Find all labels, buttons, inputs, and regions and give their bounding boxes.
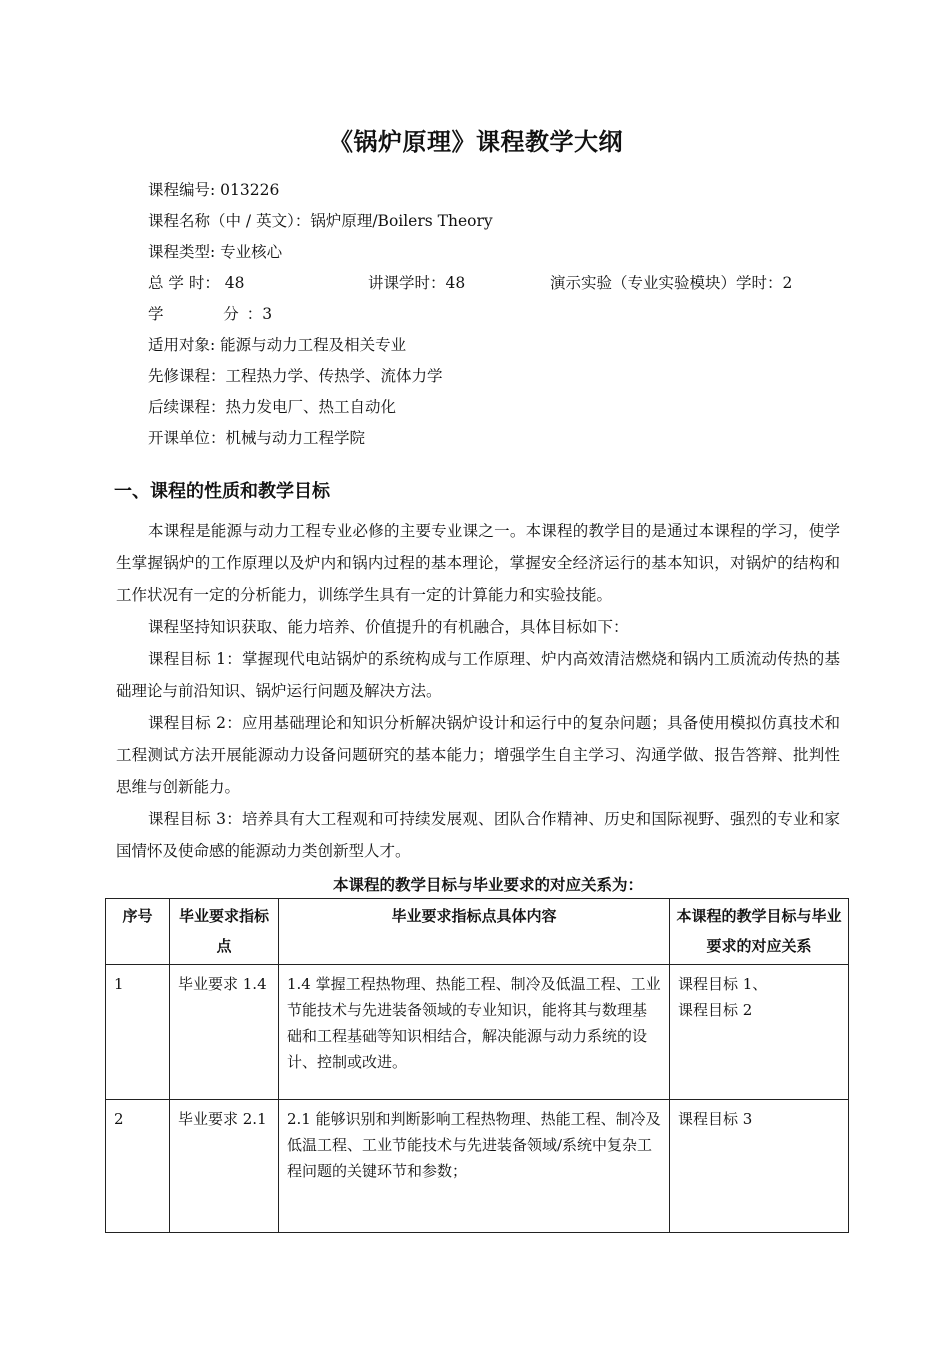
paragraph: 本课程是能源与动力工程专业必修的主要专业课之一。本课程的教学目的是通过本课程的学习，使学生掌握锅炉的工作原理以及炉内和锅内过程的基本理论，掌握安全经济运行的基本知识，对锅炉的结构和工作状况有一定的分析能力，训练学生具有一定的计算能力和实验技能。: [116, 522, 840, 604]
requirements-table: [105, 898, 849, 1233]
goal-line: 课程目标 3: [678, 1110, 753, 1128]
course-name: 课程名称（中 / 英文）：锅炉原理/Boilers Theory: [148, 212, 493, 230]
cell-requirement: 毕业要求 1.4: [170, 965, 279, 1100]
hours-total: 总 学 时： 48: [148, 274, 245, 292]
course-info-block: [148, 178, 868, 457]
section-body: [116, 515, 840, 867]
course-followups: 后续课程：热力发电厂、热工自动化: [148, 398, 397, 416]
header-content: 毕业要求指标点具体内容: [279, 899, 670, 965]
credits-label: 学 分: [148, 305, 247, 323]
goal-line: 课程目标 1、: [678, 975, 768, 993]
section-heading: 一、课程的性质和教学目标: [114, 481, 330, 502]
cell-content: 1.4 掌握工程热物理、热能工程、制冷及低温工程、工业节能技术与先进装备领域的专业知识，能将其与数理基础和工程基础等知识相结合，解决能源与动力系统的设计、控制或改进。: [279, 965, 670, 1100]
course-hours: [148, 271, 868, 302]
cell-index: 2: [106, 1100, 170, 1233]
table-row: [106, 1100, 849, 1233]
cell-requirement: 毕业要求 2.1: [170, 1100, 279, 1233]
course-type: 课程类型: 专业核心: [148, 243, 283, 261]
course-department: 开课单位：机械与动力工程学院: [148, 429, 366, 447]
paragraph: 课程坚持知识获取、能力培养、价值提升的有机融合，具体目标如下：: [148, 618, 629, 636]
course-audience: 适用对象: 能源与动力工程及相关专业: [148, 336, 407, 354]
table-header-row: [106, 899, 849, 965]
document-title: 《锅炉原理》课程教学大纲: [329, 127, 623, 156]
course-code: 课程编号: 013226: [148, 181, 280, 199]
course-prerequisites: 先修课程：工程热力学、传热学、流体力学: [148, 367, 443, 385]
credits-value: ：3: [246, 305, 273, 323]
course-credits: [148, 302, 868, 333]
cell-goal: [670, 965, 849, 1100]
header-goal-mapping: 本课程的教学目标与毕业要求的对应关系: [670, 899, 849, 965]
paragraph: 课程目标 3：培养具有大工程观和可持续发展观、团队合作精神、历史和国际视野、强烈的专业和家国情怀及使命感的能源动力类创新型人才。: [116, 810, 840, 860]
paragraph: 课程目标 2：应用基础理论和知识分析解决锅炉设计和运行中的复杂问题；具备使用模拟仿真技术和工程测试方法开展能源动力设备问题研究的基本能力；增强学生自主学习、沟通学做、报告答辩、批判性思维与创新能力。: [116, 714, 840, 796]
paragraph: 课程目标 1：掌握现代电站锅炉的系统构成与工作原理、炉内高效清洁燃烧和锅内工质流动传热的基础理论与前沿知识、锅炉运行问题及解决方法。: [116, 650, 840, 700]
cell-index: 1: [106, 965, 170, 1100]
cell-goal: [670, 1100, 849, 1233]
table-row: [106, 965, 849, 1100]
table-caption: 本课程的教学目标与毕业要求的对应关系为：: [332, 875, 643, 894]
header-requirement: 毕业要求指标点: [170, 899, 279, 965]
hours-lecture: 讲课学时：48: [368, 274, 466, 292]
cell-content: 2.1 能够识别和判断影响工程热物理、热能工程、制冷及低温工程、工业节能技术与先进装备领域/系统中复杂工程问题的关键环节和参数；: [279, 1100, 670, 1233]
goal-line: 课程目标 2: [678, 1001, 753, 1019]
hours-lab: 演示实验（专业实验模块）学时：2: [550, 274, 793, 292]
header-index: 序号: [106, 899, 170, 965]
